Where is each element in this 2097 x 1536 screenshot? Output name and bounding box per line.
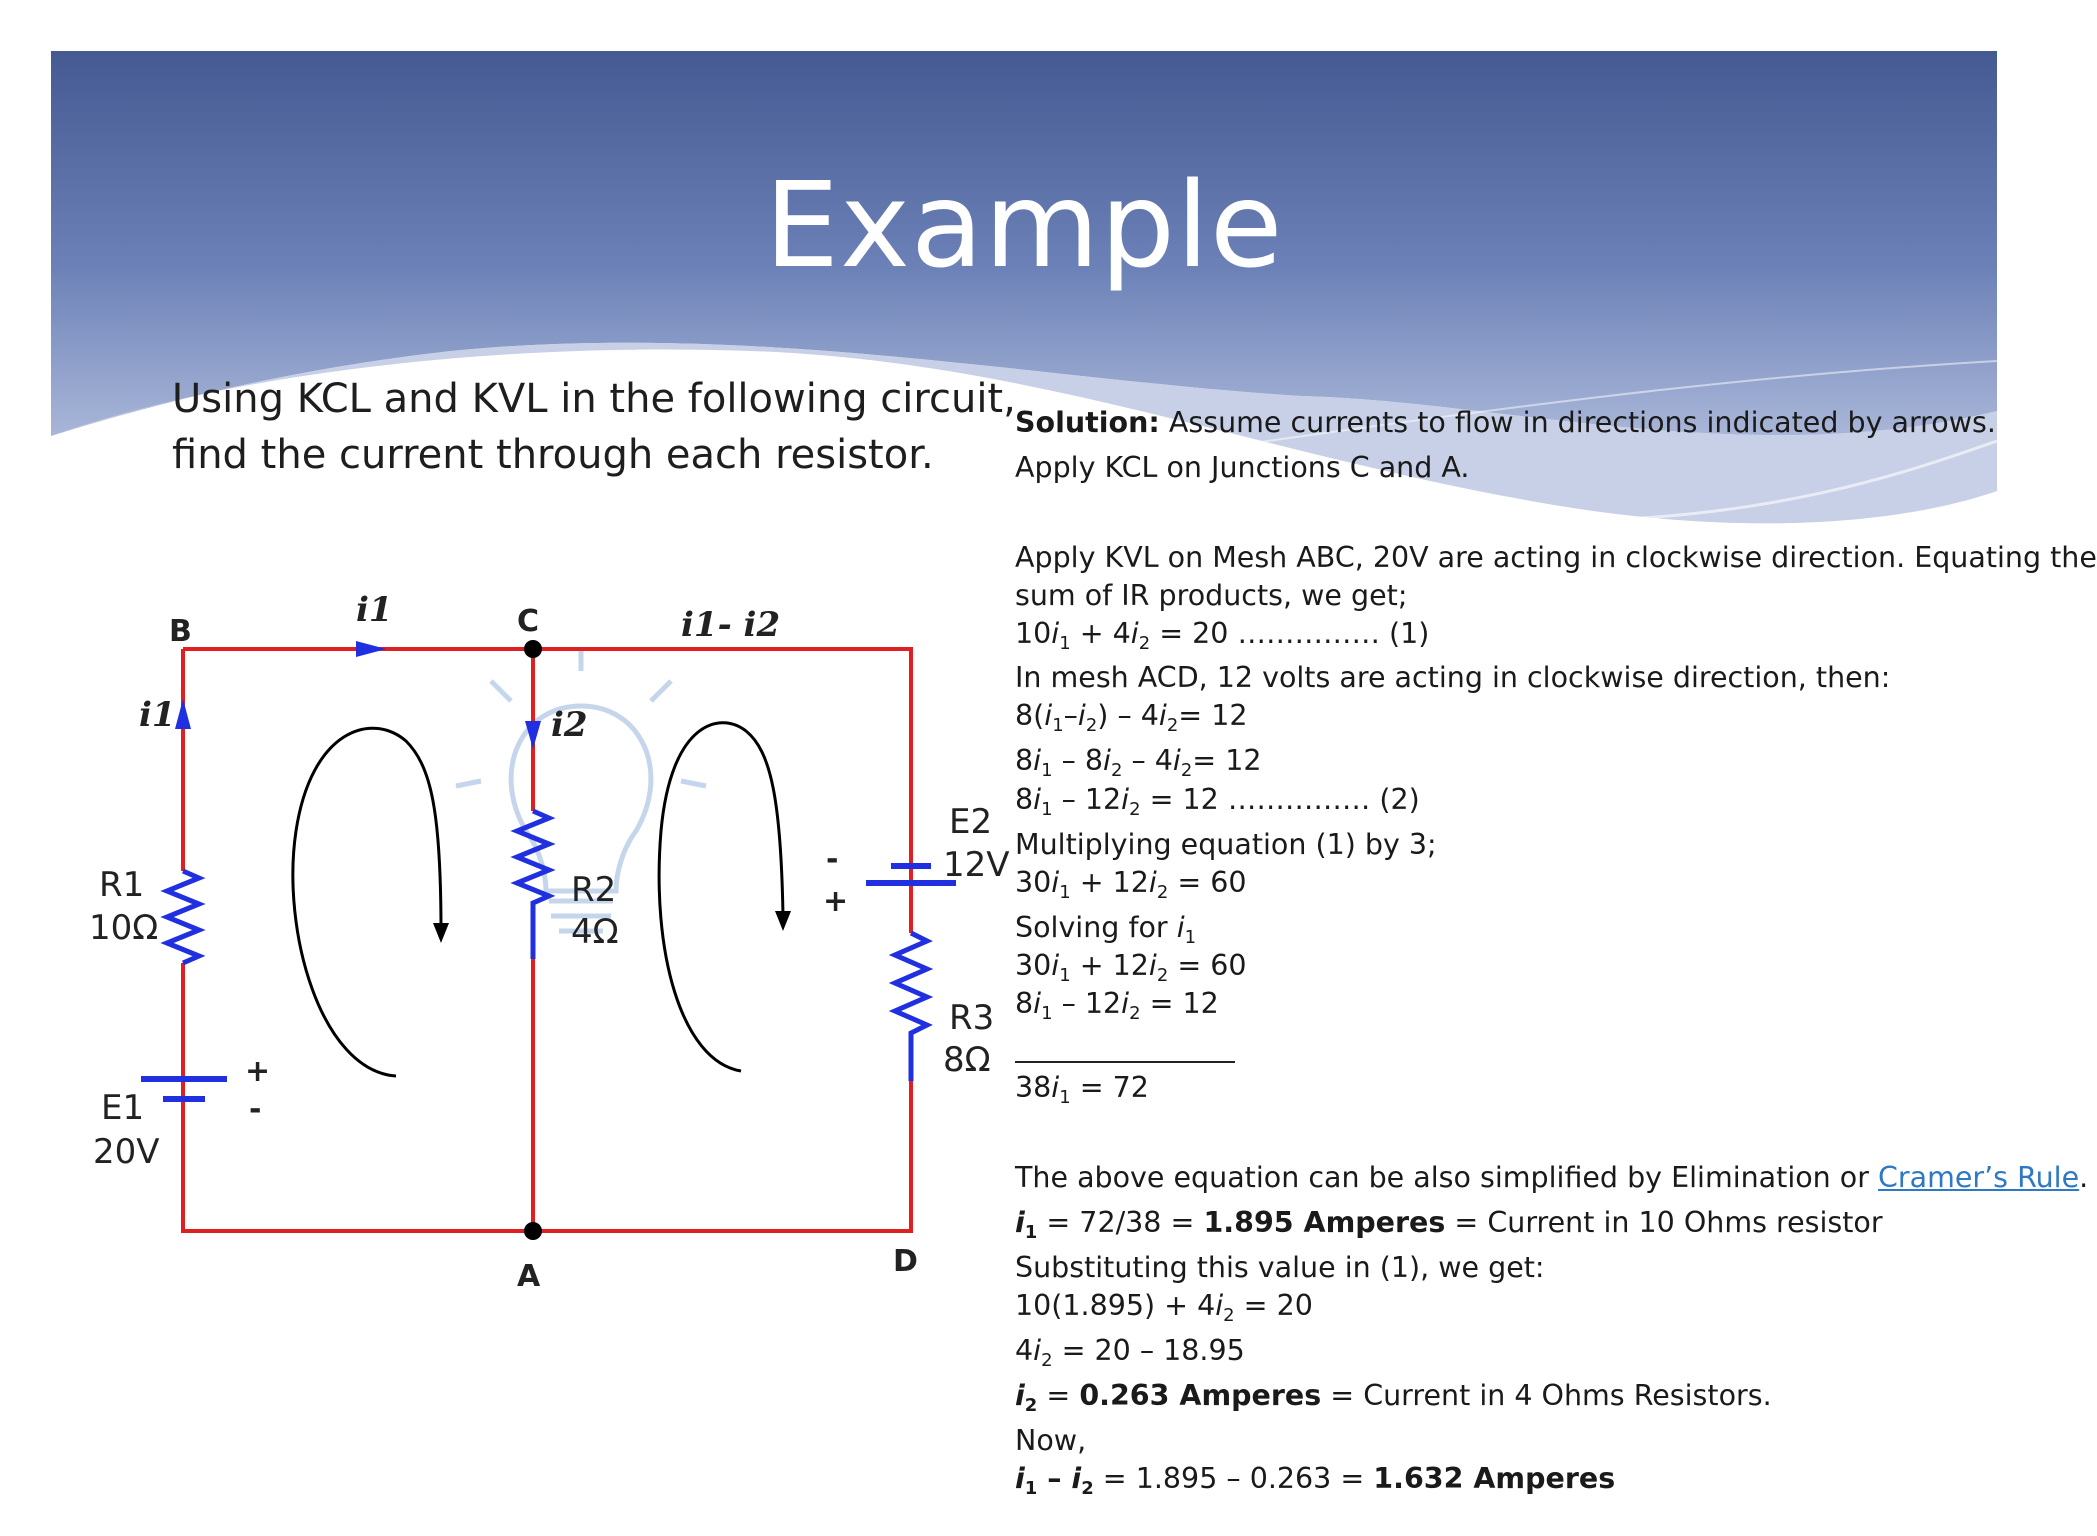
solution-line-16: The above equation can be also simplified by Elimination or Cramer’s Rule. bbox=[1015, 1161, 2089, 1194]
question-line-1: Using KCL and KVL in the following circuit, bbox=[172, 376, 1016, 422]
e2-name: E2 bbox=[949, 802, 993, 842]
r1-value: 10Ω bbox=[89, 908, 159, 948]
node-d-label: D bbox=[893, 1244, 918, 1279]
solution-line-5: $10i_1 + 4i_2 = 20$ …………… (1) bbox=[1015, 617, 1430, 654]
question-line-2: find the current through each resistor. bbox=[172, 432, 934, 478]
slide bbox=[51, 51, 2097, 1499]
loop-acd bbox=[659, 723, 783, 1071]
r2-name: R2 bbox=[571, 870, 617, 910]
node-a-dot bbox=[524, 1222, 542, 1240]
solution-line-22: Now, bbox=[1015, 1424, 1087, 1457]
node-b-label: B bbox=[169, 614, 192, 649]
slide-title: Example bbox=[764, 156, 1284, 294]
r1-zigzag bbox=[167, 871, 199, 963]
node-a-label: A bbox=[517, 1259, 541, 1294]
current-i1-minus-i2-label: i1- i2 bbox=[681, 605, 781, 645]
arrow-i1-left bbox=[175, 699, 191, 729]
e1-value: 20V bbox=[93, 1132, 160, 1172]
solution-line-8: $8i_1 - 8i_2 - 4i_2= 12$ bbox=[1015, 744, 1262, 781]
solution-line-6: In mesh ACD, 12 volts are acting in clockwise direction, then: bbox=[1015, 661, 1891, 694]
arrow-i2 bbox=[525, 721, 541, 749]
solution-line-3: Apply KVL on Mesh ABC, 20V are acting in clockwise direction. Equating the bbox=[1015, 541, 2097, 574]
sum-rule bbox=[1015, 1061, 1235, 1063]
e2-minus: - bbox=[826, 842, 839, 877]
header-background bbox=[51, 51, 1997, 611]
e1-minus: - bbox=[249, 1092, 262, 1127]
solution-line-21: $i_2 = 0.263$ Amperes = Current in 4 Ohms Resistors. bbox=[1015, 1379, 1772, 1416]
r3-value: 8Ω bbox=[943, 1040, 991, 1080]
e2-value: 12V bbox=[943, 845, 1010, 885]
current-i1-top-label: i1 bbox=[356, 590, 393, 630]
r3-name: R3 bbox=[949, 998, 995, 1038]
solution-line-20: $4i_2 = 20 - 18.95$ bbox=[1015, 1334, 1245, 1371]
circuit-diagram bbox=[81, 531, 1010, 1331]
solution-line-2: Apply KCL on Junctions C and A. bbox=[1015, 451, 1470, 484]
solution-line-23: $i_1 - i_2 = 1.895 - 0.263 = 1.632$ Amperes bbox=[1015, 1462, 1616, 1499]
solution-line-11: $30i_1 + 12i_2 = 60$ bbox=[1015, 866, 1247, 903]
current-i2-label: i2 bbox=[551, 705, 588, 745]
e1-name: E1 bbox=[101, 1088, 145, 1128]
solution-line-18: Substituting this value in (1), we get: bbox=[1015, 1251, 1545, 1284]
solution-line-7: $8(i_1-i_2) - 4i_2= 12$ bbox=[1015, 699, 1248, 736]
e2-plus: + bbox=[823, 884, 849, 919]
e1-plus: + bbox=[245, 1054, 271, 1089]
question-text bbox=[172, 371, 1072, 483]
solution-line-12: Solving for $i_1$ bbox=[1015, 911, 1197, 948]
solution-line-9: $8i_1 - 12i_2 = 12$ …………… (2) bbox=[1015, 783, 1420, 820]
solution-line-4: sum of IR products, we get; bbox=[1015, 579, 1408, 612]
r3-zigzag bbox=[895, 933, 927, 1081]
solution-line-1: Solution: Assume currents to flow in directions indicated by arrows. bbox=[1015, 406, 1996, 439]
solution-line-14: $8i_1 - 12i_2 = 12$ bbox=[1015, 987, 1219, 1024]
solution-line-15: $38i_1 = 72$ bbox=[1015, 1071, 1149, 1108]
loop-abc bbox=[293, 728, 441, 1076]
solution-line-17: $i_1 = 72/38 = 1.895$ Amperes = Current in 10 Ohms resistor bbox=[1015, 1206, 1883, 1243]
wires bbox=[183, 649, 911, 1231]
current-i1-left-label: i1 bbox=[139, 695, 176, 735]
solution-line-19: $10(1.895) + 4i_2 = 20$ bbox=[1015, 1289, 1313, 1326]
arrow-i1-top bbox=[356, 641, 386, 657]
solution-line-10: Multiplying equation (1) by 3; bbox=[1015, 828, 1437, 861]
node-c-dot bbox=[524, 640, 542, 658]
cramers-rule-link[interactable]: Cramer’s Rule bbox=[1878, 1161, 2080, 1194]
current-arrows bbox=[175, 641, 541, 749]
node-c-label: C bbox=[517, 604, 540, 639]
r2-value: 4Ω bbox=[571, 912, 619, 952]
r1-name: R1 bbox=[99, 865, 145, 905]
solution-line-13: $30i_1 + 12i_2 = 60$ bbox=[1015, 949, 1247, 986]
